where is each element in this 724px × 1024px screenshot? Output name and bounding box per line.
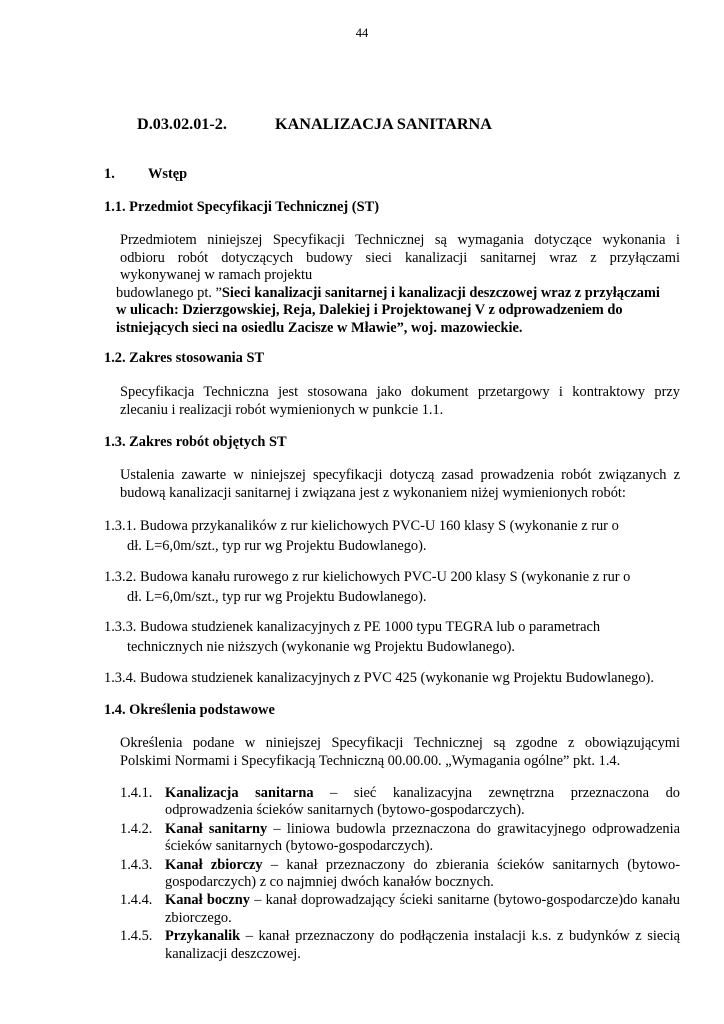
definition-item: 1.4.2. Kanał sanitarny – liniowa budowla przeznaczona do grawitacyjnego odprowadzenia ścieków sanitarnych (bytowo-gospodarczych). — [120, 820, 680, 855]
section-1-1-paragraph: Przedmiotem niniejszej Specyfikacji Technicznej są wymagania dotyczące wykonania i odbioru robót dotyczących budowy sieci kanalizacji sanitarnej wraz z przyłączami wykonywanej w ramach projektu budowlanego pt. ”Sieci kanalizacji sanitarnej i kanalizacji deszczowej wraz z przyłączami w ulicach: Dzierzgowskiej, Reja, Dalekiej i Projektowanej V z odprowadzeniem do istniejących sieci na osiedlu Zacisze w Mławie”, woj. mazowieckie. — [116, 232, 680, 336]
definitions-list — [120, 785, 680, 964]
list-item: 1.3.3. Budowa studzienek kanalizacyjnych z PE 1000 typu TEGRA lub o parametrach technicznych nie niższych (wykonanie wg Projektu Budowlanego). — [104, 619, 601, 655]
section-1-4-paragraph: Określenia podane w niniejszej Specyfikacji Technicznej są zgodne z obowiązującymi Polskimi Normami i Specyfikacją Techniczną 00.00.00. „Wymagania ogólne” pkt. 1.4. — [120, 735, 680, 769]
section-1-4-heading: 1.4. Określenia podstawowe — [104, 702, 275, 718]
page-number: 44 — [355, 26, 369, 40]
section-1-heading: 1. Wstęp — [104, 166, 188, 182]
definition-item: 1.4.3. Kanał zbiorczy – kanał przeznaczony do zbierania ścieków sanitarnych (bytowo-gospodarczych) z co najmniej dwóch kanałów bocznych. — [120, 856, 680, 891]
list-item: 1.3.2. Budowa kanału rurowego z rur kielichowych PVC-U 200 klasy S (wykonanie z rur o dł. L=6,0m/szt., typ rur wg Projektu Budowlanego). — [104, 569, 631, 605]
spec-title: KANALIZACJA SANITARNA — [275, 115, 492, 133]
definition-item: 1.4.4. Kanał boczny – kanał doprowadzający ścieki sanitarne (bytowo-gospodarcze)do kanału zbiorczego. — [120, 892, 680, 926]
section-1-1-heading: 1.1. Przedmiot Specyfikacji Technicznej (ST) — [104, 199, 379, 215]
definition-item: 1.4.1. Kanalizacja sanitarna – sieć kanalizacyjna zewnętrzna przeznaczona do odprowadzenia ścieków sanitarnych (bytowo-gospodarczych). — [120, 785, 680, 819]
spec-code: D.03.02.01-2. — [137, 115, 227, 133]
definition-item: 1.4.5. Przykanalik – kanał przeznaczony do podłączenia instalacji k.s. z budynków z siecią kanalizacji deszczowej. — [120, 928, 680, 962]
list-item: 1.3.1. Budowa przykanalików z rur kielichowych PVC-U 160 klasy S (wykonanie z rur o dł. L=6,0m/szt., typ rur wg Projektu Budowlanego). — [104, 518, 619, 554]
section-1-2-heading: 1.2. Zakres stosowania ST — [104, 350, 265, 366]
section-1-3-heading: 1.3. Zakres robót objętych ST — [104, 434, 287, 450]
section-1-2-paragraph: Specyfikacja Techniczna jest stosowana jako dokument przetargowy i kontraktowy przy zlecaniu i realizacji robót wymienionych w punkcie 1.1. — [120, 384, 680, 418]
section-1-3-paragraph: Ustalenia zawarte w niniejszej specyfikacji dotyczą zasad prowadzenia robót związanych z budową kanalizacji sanitarnej i związana jest z wykonaniem niżej wymienionych robót: — [120, 467, 680, 501]
list-item: 1.3.4. Budowa studzienek kanalizacyjnych z PVC 425 (wykonanie wg Projektu Budowlanego). — [104, 670, 654, 686]
document-title — [137, 115, 492, 134]
